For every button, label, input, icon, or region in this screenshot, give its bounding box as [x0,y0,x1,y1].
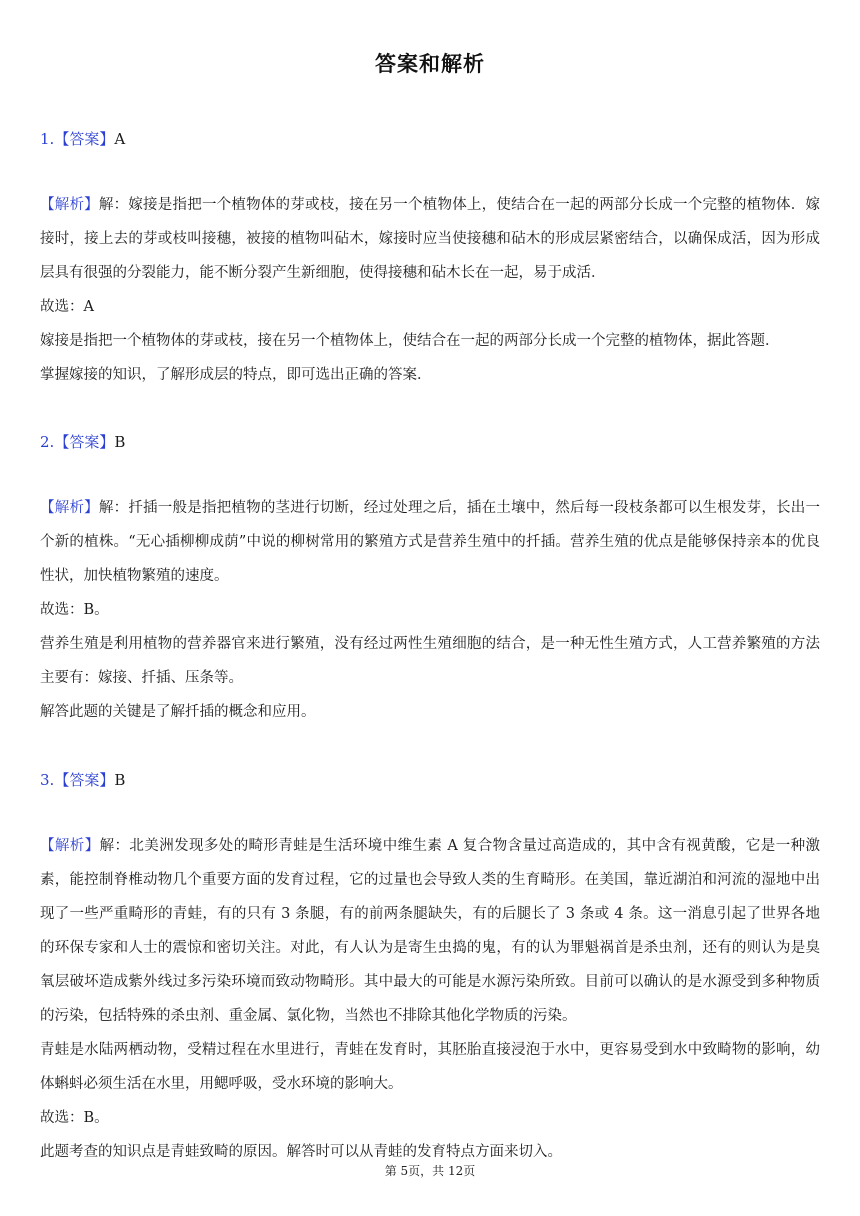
q3-analysis-text: 解：北美洲发现多处的畸形青蛙是生活环境中维生素 A 复合物含量过高造成的，其中含有视黄酸，它是一种激素，能控制脊椎动物几个重要方面的发育过程，它的过量也会导致人类的生育畸形。在美国，靠近湖泊和河流的湿地中出现了一些严重畸形的青蛙，有的只有 3 条腿，有的前两条腿缺失，有的后腿长了 3 条或 4 条。这一消息引起了世界各地的环保专家和人士的震惊和密切关注。对此，有人认为是寄生虫捣的鬼，有的认为罪魁祸首是杀虫剂，还有的则认为是臭氧层破坏造成紫外线过多污染环境而致动物畸形。其中最大的可能是水源污染所致。目前可以确认的是水源受到多种物质的污染，包括特殊的杀虫剂、重金属、氯化物，当然也不排除其他化学物质的污染。 [40,838,821,1024]
q3-number: 3. [40,771,55,789]
q2-answer-line [40,431,125,452]
page-title: 答案和解析 [375,52,485,76]
q3-answer-value: B [114,771,126,789]
page-footer: 第 5页，共 12页 [384,1164,476,1178]
q1-analysis-tag: 【解析】 [40,197,99,213]
q1-number: 1. [40,130,55,148]
q2-analysis-tag: 【解析】 [40,500,99,516]
q1-answer-tag: 【答案】 [54,130,115,148]
q3-extra-1: 此题考查的知识点是青蛙致畸的原因。解答时可以从青蛙的发育特点方面来切入。 [40,1144,562,1160]
q2-extra-2: 解答此题的关键是了解扦插的概念和应用。 [40,704,316,720]
q3-analysis-tag: 【解析】 [40,838,100,854]
q3-answer-tag: 【答案】 [54,771,115,789]
q1-extra-2: 掌握嫁接的知识，了解形成层的特点，即可选出正确的答案． [40,367,432,383]
q1-analysis-text: 解：嫁接是指把一个植物体的芽或枝，接在另一个植物体上，使结合在一起的两部分长成一个完整的植物体．嫁接时，接上去的芽或枝叫接穗，被接的植物叫砧木，嫁接时应当使接穗和砧木的形成层紧密结合，以确保成活，因为形成层具有很强的分裂能力，能不断分裂产生新细胞，使得接穗和砧木长在一起，易于成活． [40,197,821,281]
q3-analysis [40,829,820,1033]
q1-answer-value: A [114,130,126,148]
q3-answer-line [40,769,125,790]
q2-analysis [40,491,820,593]
q1-choice: 故选：A [40,299,94,315]
q2-number: 2. [40,433,55,451]
q2-choice: 故选：B。 [40,602,109,618]
q1-answer-line [40,128,125,149]
q1-extra-1: 嫁接是指把一个植物体的芽或枝，接在另一个植物体上，使结合在一起的两部分长成一个完整的植物体，据此答题． [40,333,780,349]
q1-analysis [40,188,820,290]
q3-body: 青蛙是水陆两栖动物，受精过程在水里进行，青蛙在发育时，其胚胎直接浸泡于水中，更容易受到水中致畸物的影响，幼体蝌蚪必须生活在水里，用鳃呼吸，受水环境的影响大。 [40,1042,820,1092]
q2-extra-1: 营养生殖是利用植物的营养器官来进行繁殖，没有经过两性生殖细胞的结合，是一种无性生殖方式，人工营养繁殖的方法主要有：嫁接、扦插、压条等。 [40,636,820,686]
q2-answer-value: B [114,433,126,451]
q3-choice: 故选：B。 [40,1110,109,1126]
q2-analysis-text: 解：扦插一般是指把植物的茎进行切断，经过处理之后，插在土壤中，然后每一段枝条都可以生根发芽，长出一个新的植株。“无心插柳柳成荫”中说的柳树常用的繁殖方式是营养生殖中的扦插。营养生殖的优点是能够保持亲本的优良性状，加快植物繁殖的速度。 [40,500,821,584]
q2-answer-tag: 【答案】 [54,433,115,451]
